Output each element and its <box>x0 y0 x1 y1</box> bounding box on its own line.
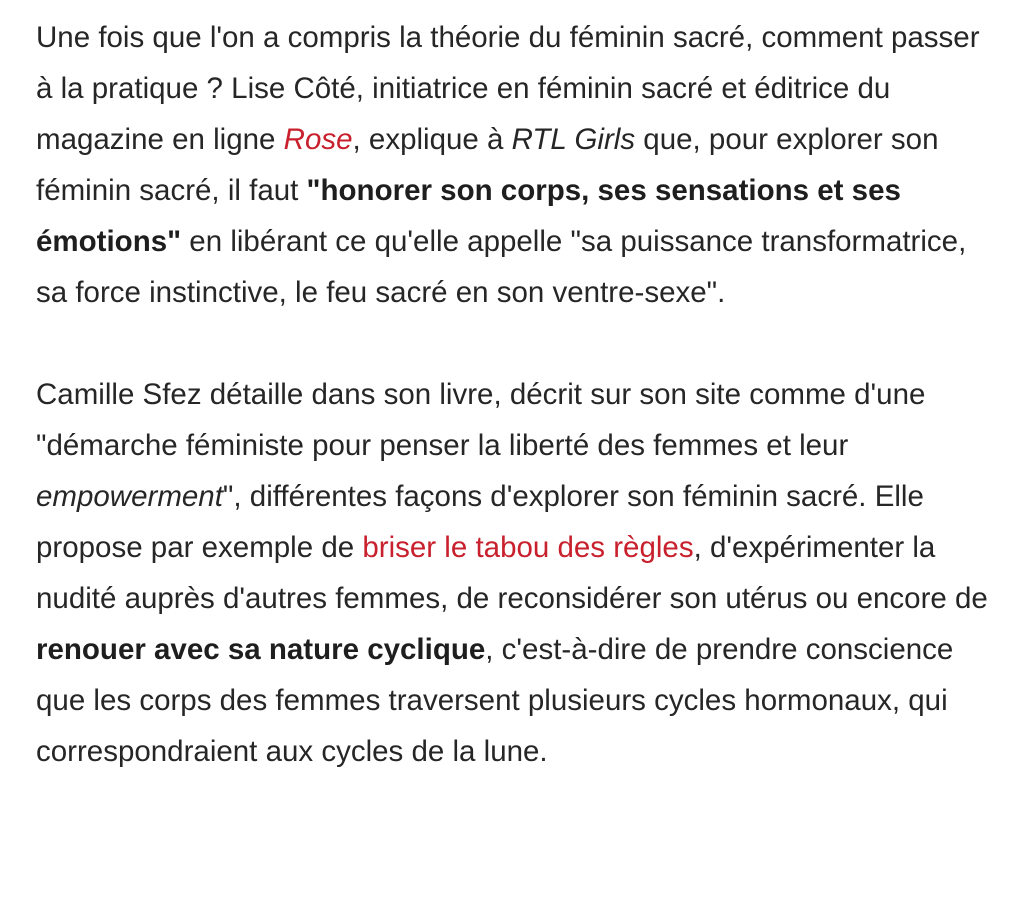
paragraph-text: que, pour explorer son féminin sacré, il faut <box>36 123 939 207</box>
paragraph-feminin-sacre-pratique <box>36 12 996 318</box>
paragraph-text: Une fois que l'on a compris la théorie du féminin sacré, comment passer à la pratique ? Lise Côté, initiatrice en féminin sacré et éditrice du magazine en ligne <box>36 21 980 156</box>
paragraph-text: ", différentes façons d'explorer son féminin sacré. Elle propose par exemple de <box>36 480 924 564</box>
paragraph-text: Camille Sfez détaille dans son livre, décrit sur son site comme d'une "démarche féministe pour penser la liberté des femmes et leur <box>36 378 926 462</box>
paragraph-text: en libérant ce qu'elle appelle "sa puissance transformatrice, sa force instinctive, le feu sacré en son ventre-sexe". <box>36 225 967 309</box>
paragraph-camille-sfez <box>36 369 996 777</box>
empowerment-emphasis: empowerment <box>36 480 223 513</box>
paragraph-text: , c'est-à-dire de prendre conscience que les corps des femmes traversent plusieurs cycles hormonaux, qui correspondraient aux cycles de la lune. <box>36 633 954 768</box>
rose-magazine-link[interactable]: Rose <box>283 123 353 156</box>
briser-tabou-regles-link[interactable]: briser le tabou des règles <box>362 531 694 564</box>
nature-cyclique-strong: renouer avec sa nature cyclique <box>36 633 486 666</box>
honorer-quote-strong: "honorer son corps, ses sensations et ses émotions" <box>36 174 901 258</box>
article-body <box>36 12 996 777</box>
paragraph-text: , explique à <box>352 123 512 156</box>
rtl-girls-emphasis: RTL Girls <box>511 123 636 156</box>
paragraph-text: , d'expérimenter la nudité auprès d'autres femmes, de reconsidérer son utérus ou encore de <box>36 531 988 615</box>
